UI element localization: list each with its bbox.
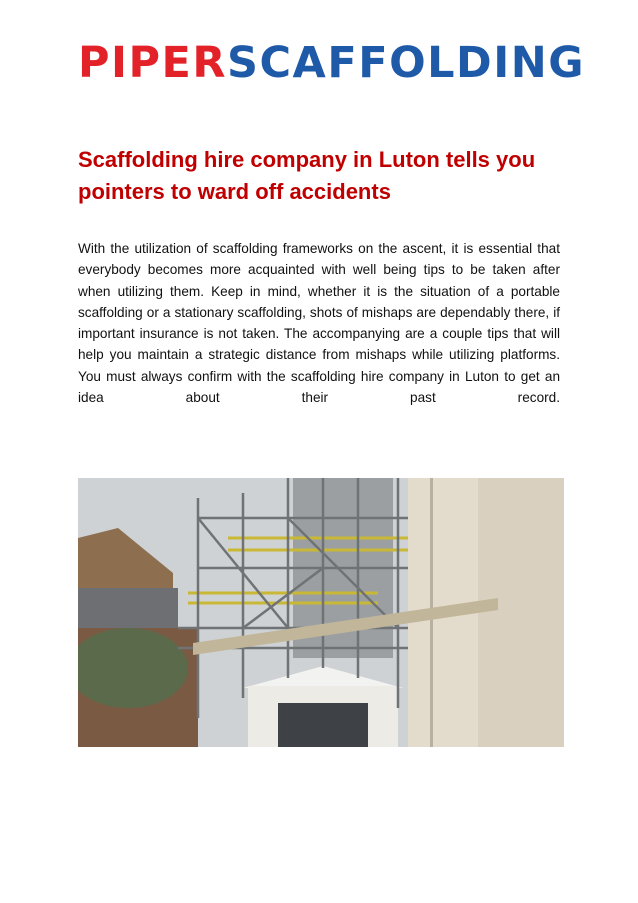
article-body: With the utilization of scaffolding frameworks on the ascent, it is essential that everybody becomes more acquainted with well being tips to be taken after when utilizing them. Keep in mind, whether it is the situation of a portable scaffolding or a stationary scaffolding, shots of mishaps are dependably there, if important insurance is not taken. The accompanying are a couple tips that will help you maintain a strategic distance from mishaps while utilizing platforms. You must always confirm with the scaffolding hire company in Luton to get an idea about their past record. [78,241,560,406]
scaffolding-photo-illustration [78,478,564,747]
company-logo [78,38,585,88]
article-title: Scaffolding hire company in Luton tells you pointers to ward off accidents [78,147,536,204]
logo-text-piper: PIPER [78,38,228,88]
scaffolding-photo [78,478,564,747]
logo-text-scaffolding: SCAFFOLDING [227,38,585,88]
